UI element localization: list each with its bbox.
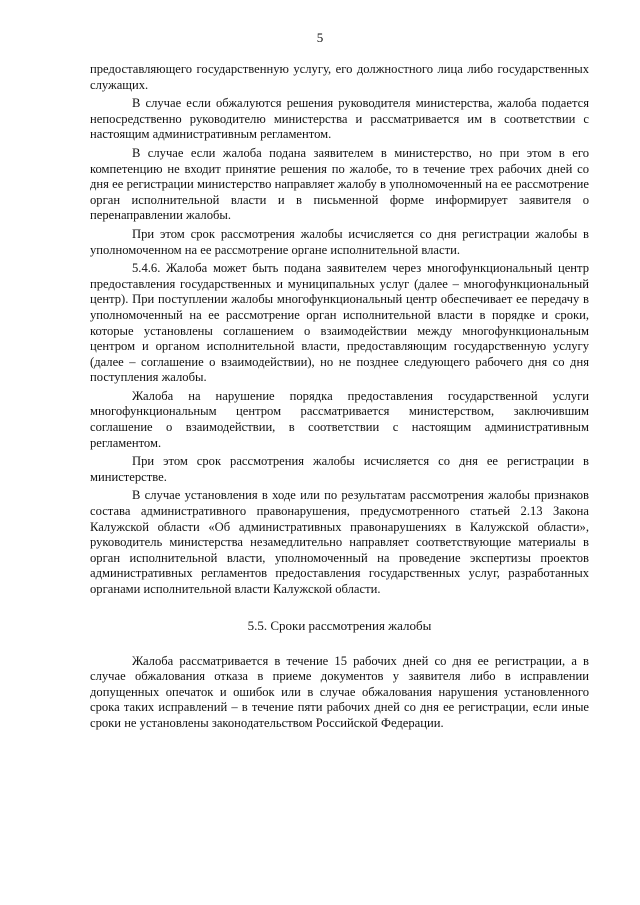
section-heading: 5.5. Сроки рассмотрения жалобы bbox=[247, 617, 432, 633]
paragraph: предоставляющего государственную услугу, его должностного лица либо государственных служащих. bbox=[90, 62, 589, 92]
document-body bbox=[90, 62, 589, 735]
paragraph: В случае установления в ходе или по результатам рассмотрения жалобы признаков состава административного правонарушения, предусмотренного статьей 2.13 Закона Калужской области «Об административных правонарушениях в Калужской области», руководитель министерства незамедлительно направляет соответствующие материалы в орган исполнительной власти, уполномоченный на проведение экспертизы проектов административных регламентов предоставления государственных услуг, разработанных органами исполнительной власти Калужской области. bbox=[90, 488, 589, 596]
paragraph: В случае если обжалуются решения руководителя министерства, жалоба подается непосредственно руководителю министерства и рассматривается им в соответствии с настоящим административным регламентом. bbox=[90, 96, 589, 142]
paragraph: При этом срок рассмотрения жалобы исчисляется со дня регистрации жалобы в уполномоченном на ее рассмотрение органе исполнительной власти. bbox=[90, 226, 589, 257]
paragraph: При этом срок рассмотрения жалобы исчисляется со дня ее регистрации в министерстве. bbox=[90, 454, 589, 484]
paragraph: Жалоба рассматривается в течение 15 рабочих дней со дня ее регистрации, а в случае обжалования отказа в приеме документов у заявителя либо в исправлении допущенных опечаток и ошибок или в случае обжалования нарушения установленного срока таких исправлений – в течение пяти рабочих дней со дня ее регистрации, если иные сроки не установлены законодательством Российской Федерации. bbox=[90, 653, 589, 730]
paragraph-group-top bbox=[90, 62, 589, 598]
paragraph: В случае если жалоба подана заявителем в министерство, но при этом в его компетенцию не входит принятие решения по жалобе, то в течение трех рабочих дней со дня ее регистрации министерство направляет жалобу в уполномоченный на ее рассмотрение орган исполнительной власти и в письменной форме информирует заявителя о перенаправлении жалобы. bbox=[90, 145, 589, 223]
page-number: 5 bbox=[316, 30, 324, 45]
paragraph: 5.4.6. Жалоба может быть подана заявителем через многофункциональный центр предоставления государственных и муниципальных услуг (далее – многофункциональный центр). При поступлении жалобы многофункциональный центр обеспечивает ее передачу в уполномоченный на ее рассмотрение орган исполнительной власти в порядке и сроки, которые установлены соглашением о взаимодействии между многофункциональным центром и органом исполнительной власти, предоставляющим государственную услугу (далее – соглашение о взаимодействии), но не позднее следующего рабочего дня со дня поступления жалобы. bbox=[90, 261, 589, 385]
paragraph: Жалоба на нарушение порядка предоставления государственной услуги многофункциональным центром рассматривается министерством, заключившим соглашение о взаимодействии, в соответствии с настоящим административным регламентом. bbox=[90, 388, 589, 450]
paragraph-group-bottom bbox=[90, 654, 589, 732]
